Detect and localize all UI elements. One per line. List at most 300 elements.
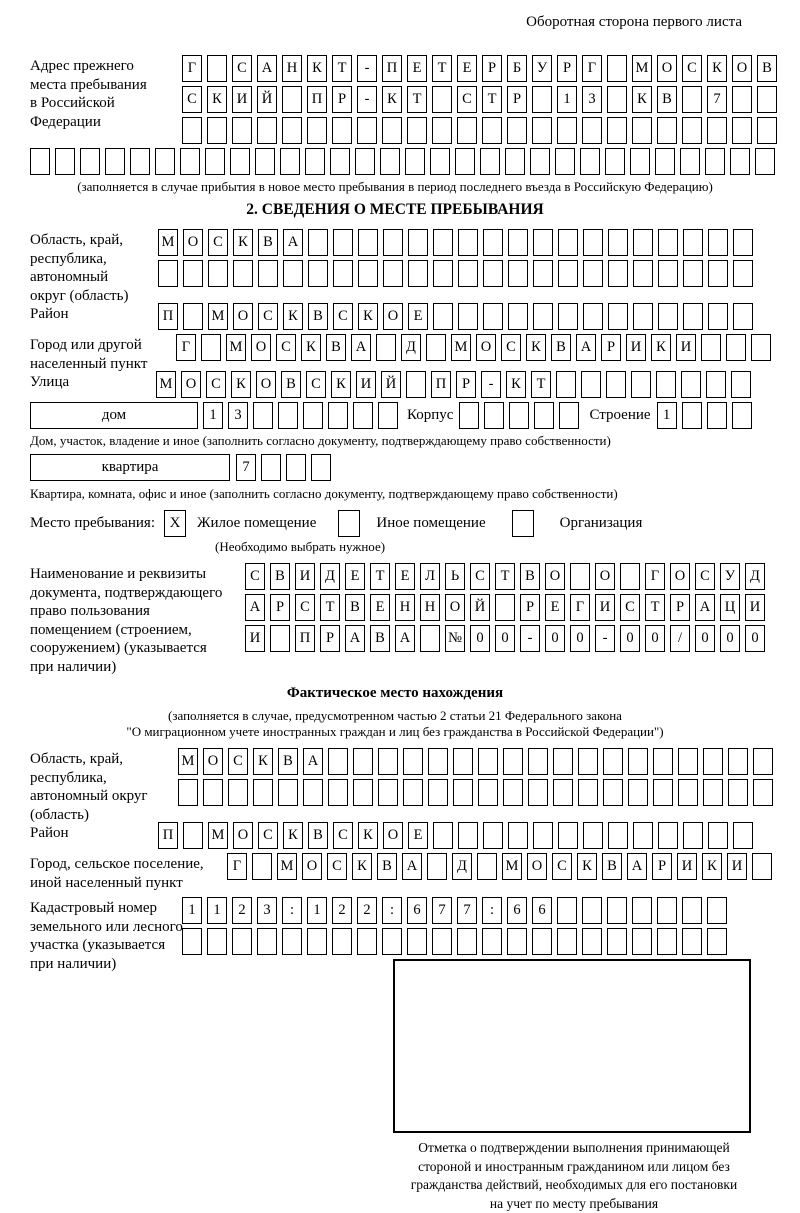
char-cell[interactable]: О (233, 822, 253, 849)
char-cell[interactable] (278, 402, 298, 429)
char-cell[interactable] (582, 928, 602, 955)
char-cell[interactable] (378, 748, 398, 775)
char-cell[interactable]: В (345, 594, 365, 621)
char-cell[interactable]: С (258, 303, 278, 330)
char-cell[interactable] (130, 148, 150, 175)
char-cell[interactable]: 3 (228, 402, 248, 429)
char-cell[interactable] (355, 148, 375, 175)
char-cell[interactable] (682, 928, 702, 955)
char-cell[interactable] (258, 260, 278, 287)
char-cell[interactable] (303, 402, 323, 429)
char-cell[interactable]: П (158, 303, 178, 330)
char-cell[interactable]: Е (395, 563, 415, 590)
char-cell[interactable]: В (370, 625, 390, 652)
char-cell[interactable] (528, 748, 548, 775)
char-cell[interactable]: О (670, 563, 690, 590)
char-cell[interactable]: С (501, 334, 521, 361)
char-cell[interactable]: В (520, 563, 540, 590)
char-cell[interactable]: К (352, 853, 372, 880)
char-cell[interactable]: С (620, 594, 640, 621)
char-cell[interactable]: М (277, 853, 297, 880)
char-cell[interactable] (433, 260, 453, 287)
char-cell[interactable]: Й (257, 86, 277, 113)
char-cell[interactable] (105, 148, 125, 175)
char-cell[interactable] (533, 822, 553, 849)
char-cell[interactable]: И (745, 594, 765, 621)
char-cell[interactable] (382, 928, 402, 955)
char-cell[interactable] (701, 334, 721, 361)
char-cell[interactable] (495, 594, 515, 621)
char-cell[interactable] (620, 563, 640, 590)
char-cell[interactable]: Р (520, 594, 540, 621)
char-cell[interactable]: 3 (257, 897, 277, 924)
char-cell[interactable] (608, 260, 628, 287)
char-cell[interactable] (305, 148, 325, 175)
char-cell[interactable]: А (576, 334, 596, 361)
char-cell[interactable]: 0 (470, 625, 490, 652)
char-cell[interactable]: К (651, 334, 671, 361)
char-cell[interactable] (656, 371, 676, 398)
char-cell[interactable]: 0 (720, 625, 740, 652)
char-cell[interactable] (433, 303, 453, 330)
char-cell[interactable]: С (206, 371, 226, 398)
char-cell[interactable]: 1 (203, 402, 223, 429)
char-cell[interactable] (357, 928, 377, 955)
char-cell[interactable]: О (595, 563, 615, 590)
char-cell[interactable] (532, 117, 552, 144)
char-cell[interactable]: П (307, 86, 327, 113)
char-cell[interactable] (333, 260, 353, 287)
char-cell[interactable] (420, 625, 440, 652)
char-cell[interactable] (207, 928, 227, 955)
char-cell[interactable] (205, 148, 225, 175)
char-cell[interactable]: К (307, 55, 327, 82)
char-cell[interactable]: - (481, 371, 501, 398)
char-cell[interactable] (358, 260, 378, 287)
char-cell[interactable]: Е (545, 594, 565, 621)
char-cell[interactable] (282, 928, 302, 955)
char-cell[interactable]: О (302, 853, 322, 880)
char-cell[interactable]: К (382, 86, 402, 113)
char-cell[interactable]: - (357, 86, 377, 113)
char-cell[interactable]: Р (332, 86, 352, 113)
char-cell[interactable] (505, 148, 525, 175)
char-cell[interactable] (628, 748, 648, 775)
char-cell[interactable]: П (158, 822, 178, 849)
char-cell[interactable]: С (306, 371, 326, 398)
char-cell[interactable] (286, 454, 306, 481)
char-cell[interactable] (708, 229, 728, 256)
char-cell[interactable]: К (231, 371, 251, 398)
char-cell[interactable]: Е (408, 303, 428, 330)
char-cell[interactable]: А (283, 229, 303, 256)
char-cell[interactable]: В (551, 334, 571, 361)
char-cell[interactable]: 0 (570, 625, 590, 652)
char-cell[interactable] (158, 260, 178, 287)
char-cell[interactable] (683, 303, 703, 330)
char-cell[interactable]: Т (320, 594, 340, 621)
char-cell[interactable]: К (233, 229, 253, 256)
char-cell[interactable]: М (451, 334, 471, 361)
char-cell[interactable] (407, 928, 427, 955)
char-cell[interactable] (757, 86, 777, 113)
char-cell[interactable]: Б (507, 55, 527, 82)
char-cell[interactable]: С (276, 334, 296, 361)
char-cell[interactable] (232, 117, 252, 144)
char-cell[interactable]: Р (507, 86, 527, 113)
char-cell[interactable]: 0 (545, 625, 565, 652)
char-cell[interactable] (682, 117, 702, 144)
char-cell[interactable]: С (327, 853, 347, 880)
char-cell[interactable]: Т (432, 55, 452, 82)
char-cell[interactable] (432, 86, 452, 113)
char-cell[interactable] (657, 928, 677, 955)
char-cell[interactable] (382, 117, 402, 144)
char-cell[interactable]: Р (557, 55, 577, 82)
char-cell[interactable]: К (526, 334, 546, 361)
char-cell[interactable]: К (358, 822, 378, 849)
char-cell[interactable] (507, 117, 527, 144)
char-cell[interactable] (632, 117, 652, 144)
char-cell[interactable] (707, 402, 727, 429)
char-cell[interactable] (751, 334, 771, 361)
char-cell[interactable]: О (383, 303, 403, 330)
char-cell[interactable]: О (256, 371, 276, 398)
stay-type-checkbox-other[interactable] (338, 510, 360, 537)
char-cell[interactable] (507, 928, 527, 955)
char-cell[interactable]: В (602, 853, 622, 880)
char-cell[interactable] (378, 779, 398, 806)
char-cell[interactable]: К (632, 86, 652, 113)
char-cell[interactable]: Р (270, 594, 290, 621)
char-cell[interactable] (633, 229, 653, 256)
char-cell[interactable] (180, 148, 200, 175)
char-cell[interactable] (607, 928, 627, 955)
char-cell[interactable]: А (303, 748, 323, 775)
char-cell[interactable] (208, 260, 228, 287)
char-cell[interactable]: Н (420, 594, 440, 621)
char-cell[interactable]: М (502, 853, 522, 880)
char-cell[interactable] (278, 779, 298, 806)
char-cell[interactable] (708, 822, 728, 849)
char-cell[interactable]: А (695, 594, 715, 621)
char-cell[interactable]: Т (407, 86, 427, 113)
char-cell[interactable] (332, 928, 352, 955)
char-cell[interactable] (757, 117, 777, 144)
char-cell[interactable]: - (595, 625, 615, 652)
char-cell[interactable]: К (331, 371, 351, 398)
char-cell[interactable] (478, 779, 498, 806)
char-cell[interactable]: Р (601, 334, 621, 361)
char-cell[interactable] (178, 779, 198, 806)
char-cell[interactable]: Р (456, 371, 476, 398)
char-cell[interactable]: М (632, 55, 652, 82)
char-cell[interactable] (282, 117, 302, 144)
char-cell[interactable] (557, 928, 577, 955)
char-cell[interactable] (508, 229, 528, 256)
char-cell[interactable] (453, 748, 473, 775)
char-cell[interactable]: М (208, 822, 228, 849)
char-cell[interactable] (607, 897, 627, 924)
char-cell[interactable] (580, 148, 600, 175)
char-cell[interactable] (457, 928, 477, 955)
char-cell[interactable] (328, 748, 348, 775)
char-cell[interactable]: № (445, 625, 465, 652)
char-cell[interactable]: Т (370, 563, 390, 590)
char-cell[interactable] (380, 148, 400, 175)
char-cell[interactable]: Д (745, 563, 765, 590)
char-cell[interactable]: О (233, 303, 253, 330)
char-cell[interactable] (509, 402, 529, 429)
char-cell[interactable]: Ц (720, 594, 740, 621)
char-cell[interactable] (283, 260, 303, 287)
char-cell[interactable]: А (245, 594, 265, 621)
stay-type-checkbox-organization[interactable] (512, 510, 534, 537)
char-cell[interactable] (632, 897, 652, 924)
char-cell[interactable]: В (270, 563, 290, 590)
char-cell[interactable]: Г (645, 563, 665, 590)
char-cell[interactable] (608, 822, 628, 849)
char-cell[interactable] (533, 229, 553, 256)
char-cell[interactable] (478, 748, 498, 775)
char-cell[interactable] (483, 260, 503, 287)
char-cell[interactable] (570, 563, 590, 590)
char-cell[interactable] (80, 148, 100, 175)
char-cell[interactable] (608, 303, 628, 330)
char-cell[interactable] (183, 822, 203, 849)
char-cell[interactable]: М (158, 229, 178, 256)
char-cell[interactable]: К (358, 303, 378, 330)
char-cell[interactable] (311, 454, 331, 481)
char-cell[interactable]: О (251, 334, 271, 361)
char-cell[interactable] (482, 928, 502, 955)
char-cell[interactable] (603, 779, 623, 806)
char-cell[interactable] (753, 779, 773, 806)
char-cell[interactable]: У (532, 55, 552, 82)
char-cell[interactable] (728, 779, 748, 806)
char-cell[interactable] (607, 55, 627, 82)
char-cell[interactable]: С (333, 822, 353, 849)
char-cell[interactable]: О (732, 55, 752, 82)
char-cell[interactable] (182, 928, 202, 955)
char-cell[interactable] (682, 86, 702, 113)
char-cell[interactable] (733, 260, 753, 287)
char-cell[interactable] (30, 148, 50, 175)
char-cell[interactable] (655, 148, 675, 175)
char-cell[interactable]: 7 (432, 897, 452, 924)
char-cell[interactable] (282, 86, 302, 113)
char-cell[interactable]: О (476, 334, 496, 361)
char-cell[interactable] (455, 148, 475, 175)
char-cell[interactable]: С (208, 229, 228, 256)
char-cell[interactable] (426, 334, 446, 361)
char-cell[interactable] (578, 779, 598, 806)
char-cell[interactable] (482, 117, 502, 144)
char-cell[interactable]: К (283, 303, 303, 330)
char-cell[interactable] (353, 748, 373, 775)
char-cell[interactable]: И (232, 86, 252, 113)
char-cell[interactable]: М (178, 748, 198, 775)
char-cell[interactable] (55, 148, 75, 175)
char-cell[interactable]: Е (370, 594, 390, 621)
char-cell[interactable] (353, 779, 373, 806)
char-cell[interactable]: Л (420, 563, 440, 590)
char-cell[interactable]: В (308, 303, 328, 330)
char-cell[interactable] (458, 303, 478, 330)
char-cell[interactable] (528, 779, 548, 806)
char-cell[interactable]: О (445, 594, 465, 621)
char-cell[interactable]: Т (482, 86, 502, 113)
char-cell[interactable] (707, 897, 727, 924)
char-cell[interactable] (503, 748, 523, 775)
char-cell[interactable] (558, 229, 578, 256)
char-cell[interactable]: С (457, 86, 477, 113)
char-cell[interactable]: А (351, 334, 371, 361)
char-cell[interactable] (332, 117, 352, 144)
char-cell[interactable] (633, 303, 653, 330)
char-cell[interactable]: Е (408, 822, 428, 849)
char-cell[interactable]: Й (470, 594, 490, 621)
char-cell[interactable] (678, 748, 698, 775)
char-cell[interactable]: Г (227, 853, 247, 880)
char-cell[interactable] (155, 148, 175, 175)
char-cell[interactable] (207, 55, 227, 82)
char-cell[interactable] (303, 779, 323, 806)
char-cell[interactable]: К (707, 55, 727, 82)
char-cell[interactable] (578, 748, 598, 775)
char-cell[interactable]: А (345, 625, 365, 652)
char-cell[interactable]: Н (282, 55, 302, 82)
char-cell[interactable]: К (253, 748, 273, 775)
char-cell[interactable] (583, 822, 603, 849)
char-cell[interactable] (508, 303, 528, 330)
char-cell[interactable] (606, 371, 626, 398)
char-cell[interactable] (707, 928, 727, 955)
char-cell[interactable] (428, 748, 448, 775)
char-cell[interactable] (682, 897, 702, 924)
char-cell[interactable]: 0 (645, 625, 665, 652)
char-cell[interactable] (732, 117, 752, 144)
char-cell[interactable]: О (183, 229, 203, 256)
char-cell[interactable]: - (520, 625, 540, 652)
char-cell[interactable] (732, 402, 752, 429)
char-cell[interactable] (233, 260, 253, 287)
char-cell[interactable] (683, 260, 703, 287)
char-cell[interactable] (459, 402, 479, 429)
char-cell[interactable]: О (383, 822, 403, 849)
char-cell[interactable] (430, 148, 450, 175)
char-cell[interactable] (558, 260, 578, 287)
char-cell[interactable]: : (382, 897, 402, 924)
char-cell[interactable]: 7 (236, 454, 256, 481)
char-cell[interactable] (428, 779, 448, 806)
char-cell[interactable] (553, 779, 573, 806)
char-cell[interactable] (483, 229, 503, 256)
char-cell[interactable] (257, 117, 277, 144)
char-cell[interactable] (728, 748, 748, 775)
char-cell[interactable] (253, 402, 273, 429)
stay-type-checkbox-residential[interactable]: X (164, 510, 186, 537)
char-cell[interactable]: Г (182, 55, 202, 82)
char-cell[interactable]: С (182, 86, 202, 113)
char-cell[interactable]: О (527, 853, 547, 880)
char-cell[interactable] (378, 402, 398, 429)
char-cell[interactable]: У (720, 563, 740, 590)
char-cell[interactable] (532, 86, 552, 113)
char-cell[interactable] (453, 779, 473, 806)
char-cell[interactable]: 0 (745, 625, 765, 652)
char-cell[interactable] (753, 748, 773, 775)
char-cell[interactable]: 0 (495, 625, 515, 652)
char-cell[interactable] (556, 371, 576, 398)
char-cell[interactable] (683, 822, 703, 849)
char-cell[interactable] (657, 897, 677, 924)
char-cell[interactable]: С (258, 822, 278, 849)
char-cell[interactable]: 6 (507, 897, 527, 924)
char-cell[interactable]: И (595, 594, 615, 621)
char-cell[interactable]: 2 (332, 897, 352, 924)
char-cell[interactable] (733, 822, 753, 849)
char-cell[interactable]: В (308, 822, 328, 849)
char-cell[interactable] (483, 303, 503, 330)
char-cell[interactable] (582, 117, 602, 144)
char-cell[interactable]: К (283, 822, 303, 849)
char-cell[interactable]: Г (176, 334, 196, 361)
char-cell[interactable]: П (382, 55, 402, 82)
char-cell[interactable] (658, 303, 678, 330)
char-cell[interactable] (707, 117, 727, 144)
char-cell[interactable] (557, 117, 577, 144)
char-cell[interactable] (653, 779, 673, 806)
char-cell[interactable] (403, 748, 423, 775)
char-cell[interactable] (706, 371, 726, 398)
char-cell[interactable] (582, 897, 602, 924)
char-cell[interactable] (630, 148, 650, 175)
char-cell[interactable] (328, 779, 348, 806)
char-cell[interactable]: 6 (407, 897, 427, 924)
char-cell[interactable] (658, 229, 678, 256)
char-cell[interactable] (658, 260, 678, 287)
char-cell[interactable] (383, 260, 403, 287)
char-cell[interactable] (559, 402, 579, 429)
char-cell[interactable]: Р (652, 853, 672, 880)
char-cell[interactable]: Д (401, 334, 421, 361)
char-cell[interactable] (730, 148, 750, 175)
char-cell[interactable] (407, 117, 427, 144)
char-cell[interactable]: С (245, 563, 265, 590)
char-cell[interactable] (653, 748, 673, 775)
char-cell[interactable] (583, 303, 603, 330)
char-cell[interactable]: Т (531, 371, 551, 398)
char-cell[interactable] (708, 260, 728, 287)
char-cell[interactable]: - (357, 55, 377, 82)
char-cell[interactable]: И (295, 563, 315, 590)
char-cell[interactable] (203, 779, 223, 806)
char-cell[interactable] (333, 229, 353, 256)
char-cell[interactable] (230, 148, 250, 175)
char-cell[interactable] (253, 779, 273, 806)
char-cell[interactable] (732, 86, 752, 113)
char-cell[interactable] (406, 371, 426, 398)
char-cell[interactable]: А (402, 853, 422, 880)
char-cell[interactable]: Р (670, 594, 690, 621)
char-cell[interactable]: В (377, 853, 397, 880)
char-cell[interactable] (433, 822, 453, 849)
char-cell[interactable]: С (682, 55, 702, 82)
char-cell[interactable]: И (727, 853, 747, 880)
char-cell[interactable]: В (278, 748, 298, 775)
char-cell[interactable] (682, 402, 702, 429)
